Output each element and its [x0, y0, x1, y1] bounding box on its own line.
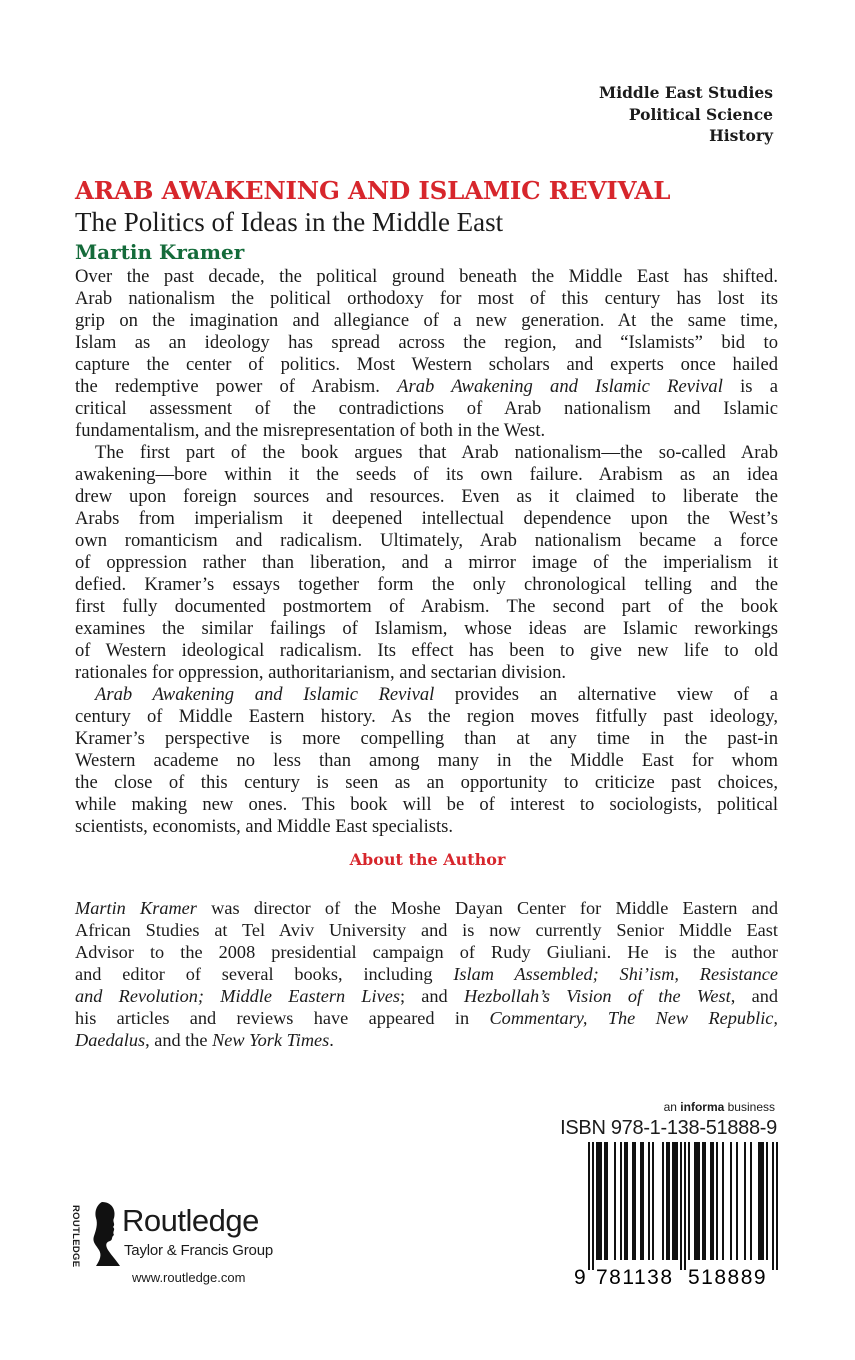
barcode-bar	[716, 1142, 718, 1260]
italic-title: Daedalus	[75, 1030, 146, 1050]
book-subtitle: The Politics of Ideas in the Middle East	[75, 207, 504, 237]
barcode-bar	[598, 1142, 600, 1260]
barcode-bar	[712, 1142, 714, 1260]
barcode-bar	[694, 1142, 696, 1260]
text-line: Over the past decade, the political ground beneath the Middle East has shifted.	[75, 266, 778, 287]
barcode-bar	[626, 1142, 628, 1260]
barcode-bar	[588, 1142, 590, 1270]
subject-1: Middle East Studies	[599, 83, 773, 102]
informa-brand: informa	[680, 1100, 725, 1114]
barcode-bar	[632, 1142, 634, 1260]
barcode-bar	[744, 1142, 746, 1260]
barcode-bar	[676, 1142, 678, 1260]
text-segment: his articles and reviews have appeared in	[75, 1008, 490, 1028]
text-segment: is a	[722, 376, 778, 397]
text-segment: .	[329, 1030, 334, 1050]
text-line: critical assessment of the contradictions of Arab nationalism and Islamic	[75, 398, 778, 419]
subject-categories	[599, 82, 773, 147]
text-line	[75, 684, 778, 706]
informa-tagline	[664, 1100, 775, 1114]
isbn: ISBN 978-1-138-51888-9	[560, 1117, 777, 1139]
informa-post: business	[724, 1100, 775, 1114]
barcode-bar	[592, 1142, 594, 1270]
text-line: of Western ideological radicalism. Its effect has been to give new life to old	[75, 640, 778, 661]
text-segment: and editor of several books, including	[75, 964, 454, 984]
barcode-bar	[604, 1142, 606, 1260]
text-line	[75, 985, 778, 1007]
barcode-bar	[606, 1142, 608, 1260]
barcode-bar	[710, 1142, 712, 1260]
text-line: examines the similar failings of Islamism, whose ideas are Islamic reworkings	[75, 618, 778, 639]
text-line: Western academe no less than among many in the Middle East for whom	[75, 750, 778, 771]
text-segment: the redemptive power of Arabism.	[75, 376, 398, 397]
barcode-bar	[762, 1142, 764, 1260]
text-line: while making new ones. This book will be of interest to sociologists, political	[75, 794, 778, 815]
text-line: the close of this century is seen as an opportunity to criticize past choices,	[75, 772, 778, 793]
text-line: grip on the imagination and allegiance of a new generation. At the same time,	[75, 310, 778, 331]
barcode-bar	[634, 1142, 636, 1260]
text-line	[75, 1007, 778, 1029]
publisher-group: Taylor & Francis Group	[124, 1242, 273, 1259]
barcode-bar	[684, 1142, 686, 1270]
barcode-bar	[680, 1142, 682, 1270]
barcode-bar	[760, 1142, 762, 1260]
subject-3: History	[709, 126, 773, 145]
barcode-bar	[776, 1142, 778, 1270]
barcode	[572, 1142, 782, 1287]
text-line: awakening—bore within it the seeds of its own failure. Arabism as an idea	[75, 464, 778, 485]
text-segment: provides an alternative view of a	[434, 684, 778, 705]
about-author-heading: About the Author	[349, 850, 506, 869]
barcode-bar	[772, 1142, 774, 1270]
italic-title: Hezbollah’s Vision of the West	[463, 986, 731, 1006]
barcode-bar	[730, 1142, 732, 1260]
barcode-bar	[688, 1142, 690, 1260]
subject-2: Political Science	[628, 104, 773, 124]
routledge-logo-icon	[72, 1200, 122, 1270]
book-title: ARAB AWAKENING AND ISLAMIC REVIVAL	[75, 176, 671, 205]
barcode-bar	[698, 1142, 700, 1260]
barcode-bar	[668, 1142, 670, 1260]
barcode-bar	[766, 1142, 768, 1260]
routledge-vertical-logo-text: ROUTLEDGE	[70, 1205, 81, 1268]
text-line: Kramer’s perspective is more compelling than at any time in the past-in	[75, 728, 778, 749]
text-line: of oppression rather than liberation, and a mirror image of the imperialism it	[75, 552, 778, 573]
publisher-name: Routledge	[122, 1203, 259, 1238]
barcode-bar	[624, 1142, 626, 1260]
barcode-bar	[662, 1142, 664, 1260]
text-line: Advisor to the 2008 presidential campaign of Rudy Giuliani. He is the author	[75, 942, 778, 962]
italic-title: Martin Kramer	[75, 898, 197, 918]
barcode-digit-lead: 9	[574, 1266, 588, 1287]
italic-title: Commentary, The New Republic,	[489, 1008, 778, 1028]
text-line	[75, 963, 778, 985]
barcode-bar	[648, 1142, 650, 1260]
barcode-bar	[640, 1142, 642, 1260]
barcode-bar	[704, 1142, 706, 1260]
text-segment: was director of the Moshe Dayan Center for Middle Eastern and	[196, 898, 779, 918]
blurb	[75, 266, 778, 838]
barcode-bar	[736, 1142, 738, 1260]
text-line	[75, 897, 778, 919]
italic-title: New York Times	[212, 1030, 330, 1050]
barcode-bar	[620, 1142, 622, 1260]
text-line: scientists, economists, and Middle East specialists.	[75, 816, 454, 837]
text-line: century of Middle Eastern history. As the region moves fitfully past ideology,	[75, 706, 778, 727]
italic-title: Arab Awakening and Islamic Revival	[397, 376, 723, 397]
italic-title: and Revolution; Middle Eastern Lives	[75, 986, 400, 1006]
text-segment: , and the	[145, 1030, 213, 1050]
text-line: fundamentalism, and the misrepresentation of both in the West.	[75, 420, 546, 441]
book-author: Martin Kramer	[75, 240, 245, 264]
text-line: drew upon foreign sources and resources. Even as it claimed to liberate the	[75, 486, 778, 507]
italic-title: Islam Assembled; Shi’ism, Resistance	[453, 964, 778, 984]
text-line	[75, 376, 778, 398]
barcode-bar	[750, 1142, 752, 1260]
about-author-text	[75, 897, 778, 1051]
publisher-url[interactable]: www.routledge.com	[132, 1270, 246, 1285]
text-line	[75, 1029, 778, 1051]
barcode-bar	[600, 1142, 602, 1260]
barcode-bar	[758, 1142, 760, 1260]
barcode-digits-left: 781138	[596, 1266, 674, 1287]
text-line: own romanticism and radicalism. Ultimately, Arab nationalism became a force	[75, 530, 778, 551]
informa-pre: an	[663, 1100, 681, 1114]
text-segment: , and	[730, 986, 778, 1006]
barcode-bar	[666, 1142, 668, 1260]
text-line: Islam as an ideology has spread across the region, and “Islamists” bid to	[75, 332, 778, 353]
text-line: rationales for oppression, authoritarianism, and sectarian division.	[75, 662, 567, 683]
barcode-bar	[696, 1142, 698, 1260]
barcode-bar	[614, 1142, 616, 1260]
text-line: Arab nationalism the political orthodoxy for most of this century has lost its	[75, 288, 778, 309]
barcode-bar	[674, 1142, 676, 1260]
barcode-bar	[596, 1142, 598, 1260]
barcode-bar	[672, 1142, 674, 1260]
barcode-bar	[642, 1142, 644, 1260]
barcode-bar	[652, 1142, 654, 1260]
text-line: first fully documented postmortem of Arabism. The second part of the book	[75, 596, 778, 617]
text-line: capture the center of politics. Most Western scholars and experts once hailed	[75, 354, 778, 375]
barcode-bar	[722, 1142, 724, 1260]
text-line: Arabs from imperialism it deepened intellectual dependence upon the West’s	[75, 508, 778, 529]
text-line: defied. Kramer’s essays together form the only chronological telling and the	[75, 574, 778, 595]
barcode-digits-right: 518889	[688, 1266, 768, 1287]
text-segment: ; and	[399, 986, 464, 1006]
barcode-bar	[702, 1142, 704, 1260]
text-line: The first part of the book argues that Arab nationalism—the so-called Arab	[95, 442, 778, 463]
text-line: African Studies at Tel Aviv University and is now currently Senior Middle East	[75, 920, 778, 940]
italic-title: Arab Awakening and Islamic Revival	[95, 684, 435, 705]
